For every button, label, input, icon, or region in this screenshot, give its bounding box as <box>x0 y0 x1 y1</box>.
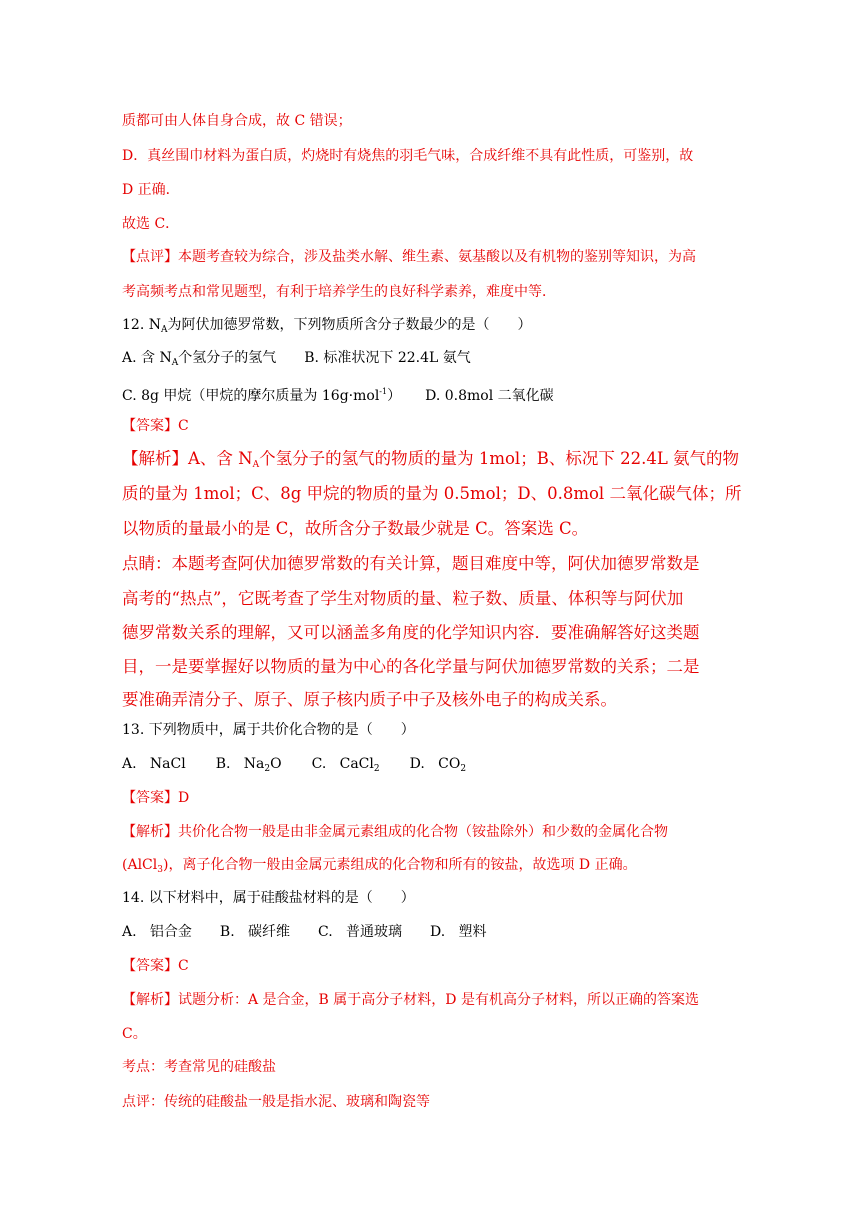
analysis-tag: 【解析】 <box>122 824 178 840</box>
q13-analysis-line-2: (AlCl$_3$)，离子化合物一般由金属元素组成的化合物和所有的铵盐，故选项 D 正确。 <box>122 857 637 875</box>
q13-option-c: C. CaCl$_2$ <box>311 756 380 774</box>
q13-options <box>122 754 466 779</box>
comment-text: 本题考查较为综合，涉及盐类水解、维生素、氨基酸以及有机物的鉴别等知识，为高 <box>178 249 696 265</box>
prev-comment-line-1 <box>122 247 696 267</box>
q13-option-b: B. $Na_2O$ <box>215 756 282 774</box>
prev-analysis-line-2: D．真丝围巾材料为蛋白质，灼烧时有烧焦的羽毛气味，合成纤维不具有此性质，可鉴别，故 <box>122 148 694 164</box>
q14-answer: 【答案】C <box>122 958 189 974</box>
prev-analysis-line-1: 质都可由人体自身合成，故 C 错误； <box>122 113 352 129</box>
q12-note-line-4: 目，一是要掌握好以物质的量为中心的各化学量与阿伏加德罗常数的关系；二是 <box>122 657 700 676</box>
q14-dianping: 点评：传统的硅酸盐一般是指水泥、玻璃和陶瓷等 <box>122 1094 430 1110</box>
q14-kaodian: 考点：考查常见的硅酸盐 <box>122 1059 276 1075</box>
prev-comment-line-2: 考高频考点和常见题型，有利于培养学生的良好科学素养，难度中等． <box>122 284 556 300</box>
analysis-tag: 【解析】 <box>122 449 188 468</box>
q13-option-a: A. NaCl <box>122 756 186 772</box>
analysis-tag: 【解析】 <box>122 992 178 1008</box>
q13-answer: 【答案】D <box>122 790 190 806</box>
q14-analysis-line-1: 【解析】试题分析：A 是合金，B 属于高分子材料，D 是有机高分子材料，所以正确的答案选 <box>122 992 699 1008</box>
q12-option-c: C. 8g 甲烷（甲烷的摩尔质量为 16g·mol$^{-1}$） <box>122 387 402 404</box>
q12-analysis-line-1: 【解析】A、含 $N_A$个氢分子的氢气的物质的量为 1mol；B、标况下 22.4L 氨气的物 <box>122 449 740 470</box>
q14-stem: 14. 以下材料中，属于硅酸盐材料的是（ ） <box>122 890 415 906</box>
q14-option-d: D. 塑料 <box>430 924 487 940</box>
q12-answer: 【答案】C <box>122 418 189 434</box>
comment-tag: 【点评】 <box>122 249 178 265</box>
q14-options <box>122 922 487 942</box>
q14-analysis-line-2: C。 <box>122 1026 147 1042</box>
q12-stem: 12. $N_A$为阿伏加德罗常数，下列物质所含分子数最少的是（ ） <box>122 317 532 335</box>
q12-analysis-line-2: 质的量为 1mol；C、8g 甲烷的物质的量为 0.5mol；D、0.8mol 二氧化碳气体；所 <box>122 484 742 503</box>
q12-option-d: D. 0.8mol 二氧化碳 <box>425 388 554 404</box>
q12-analysis-line-3: 以物质的量最小的是 C，故所含分子数最少就是 C。答案选 C。 <box>122 519 589 538</box>
q12-note-line-3: 德罗常数关系的理解，又可以涵盖多角度的化学知识内容．要准确解答好这类题 <box>122 623 700 642</box>
q12-note-line-2: 高考的“热点”，它既考查了学生对物质的量、粒子数、质量、体积等与阿伏加 <box>122 589 684 608</box>
q12-note-line-5: 要准确弄清分子、原子、原子核内质子中子及核外电子的构成关系。 <box>122 690 617 709</box>
q12-note-line-1: 点睛：本题考查阿伏加德罗常数的有关计算，题目难度中等，阿伏加德罗常数是 <box>122 554 700 573</box>
prev-analysis-line-3: D 正确． <box>122 182 180 198</box>
prev-conclusion: 故选 C． <box>122 216 180 232</box>
q12-options-row-1 <box>122 348 471 373</box>
q13-analysis-line-1: 【解析】共价化合物一般是由非金属元素组成的化合物（铵盐除外）和少数的金属化合物 <box>122 824 668 840</box>
q12-options-row-2 <box>122 382 554 406</box>
q14-option-c: C. 普通玻璃 <box>318 924 403 940</box>
q12-option-b: B. 标准状况下 22.4L 氨气 <box>304 350 471 366</box>
q12-option-a: A. 含 $N_A$个氢分子的氢气 <box>122 350 277 368</box>
q14-option-a: A. 铝合金 <box>122 924 192 940</box>
q14-option-b: B. 碳纤维 <box>219 924 291 940</box>
q13-option-d: D. $CO_2$ <box>409 756 467 774</box>
q13-stem: 13. 下列物质中，属于共价化合物的是（ ） <box>122 722 415 738</box>
